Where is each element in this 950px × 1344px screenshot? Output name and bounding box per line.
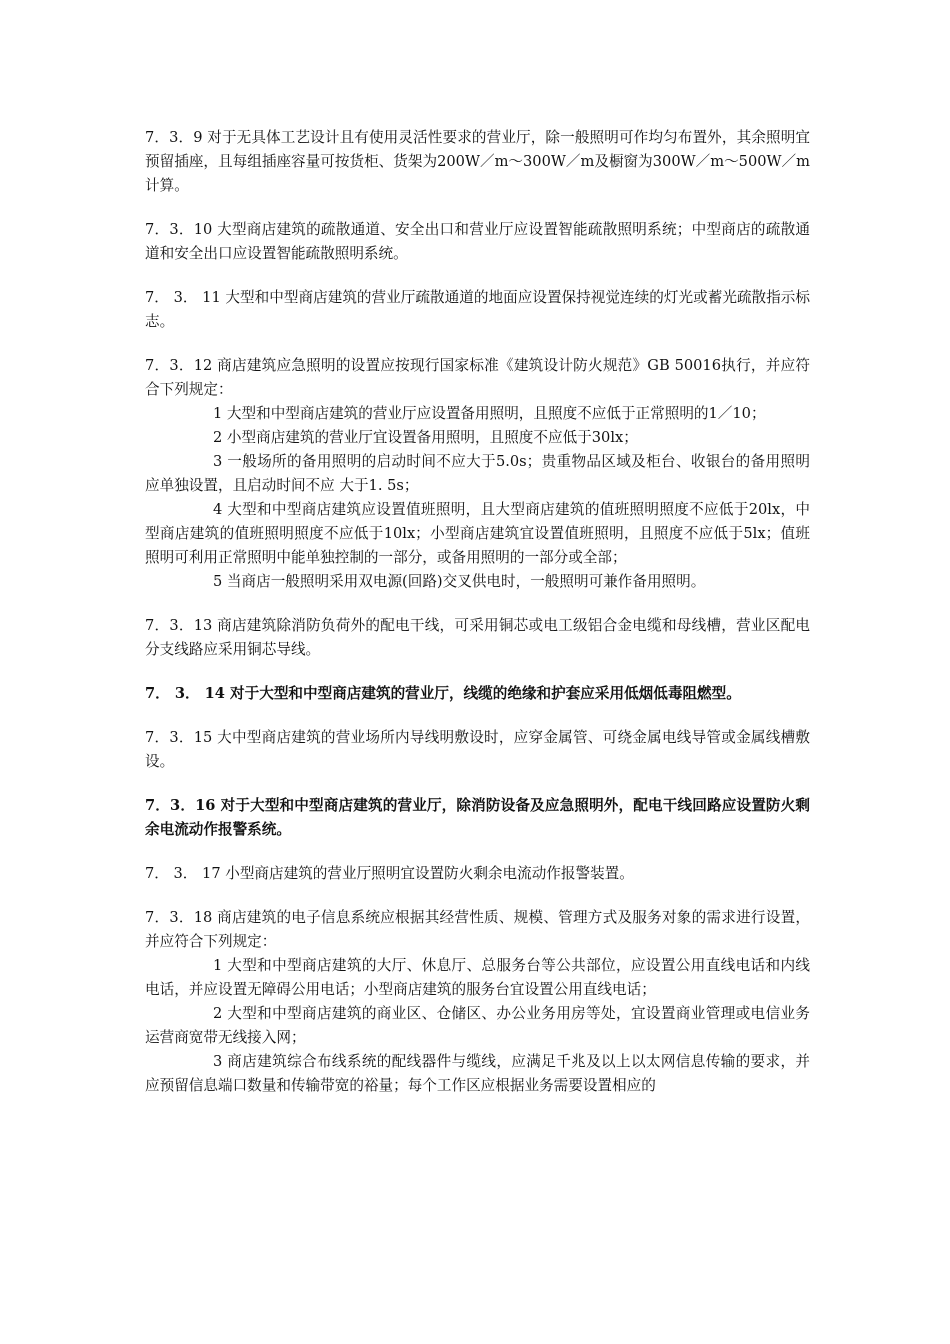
clause-text: 7．3．9 对于无具体工艺设计且有使用灵活性要求的营业厅，除一般照明可作均匀布置外，其余照明宜预留插座，且每组插座容量可按货柜、货架为200W／m～300W／m及橱窗为300W／m～500W／m计算。 bbox=[145, 129, 810, 194]
clause-7-3-18 bbox=[145, 906, 810, 1098]
clause-text: 7．3．13 商店建筑除消防负荷外的配电干线，可采用铜芯或电工级铝合金电缆和母线槽，营业区配电分支线路应采用铜芯导线。 bbox=[145, 617, 810, 658]
document-page bbox=[145, 126, 810, 1118]
clause-7-3-13 bbox=[145, 614, 810, 662]
clause-7-3-14 bbox=[145, 682, 810, 706]
clause-text: 7． 3． 14 对于大型和中型商店建筑的营业厅，线缆的绝缘和护套应采用低烟低毒阻燃型。 bbox=[145, 685, 741, 702]
list-item: 2 大型和中型商店建筑的商业区、仓储区、办公业务用房等处，宜设置商业管理或电信业务运营商宽带无线接入网； bbox=[145, 1005, 810, 1046]
clause-text: 7． 3． 17 小型商店建筑的营业厅照明宜设置防火剩余电流动作报警装置。 bbox=[145, 865, 634, 882]
clause-7-3-10 bbox=[145, 218, 810, 266]
list-item: 1 大型和中型商店建筑的大厅、休息厅、总服务台等公共部位，应设置公用直线电话和内线电话，并应设置无障碍公用电话；小型商店建筑的服务台宜设置公用直线电话； bbox=[145, 957, 810, 998]
clause-7-3-17 bbox=[145, 862, 810, 886]
list-item: 3 商店建筑综合布线系统的配线器件与缆线，应满足千兆及以上以太网信息传输的要求，并应预留信息端口数量和传输带宽的裕量；每个工作区应根据业务需要设置相应的 bbox=[145, 1053, 810, 1094]
clause-text: 7． 3． 11 大型和中型商店建筑的营业厅疏散通道的地面应设置保持视觉连续的灯光或蓄光疏散指示标志。 bbox=[145, 289, 810, 330]
list-item: 3 一般场所的备用照明的启动时间不应大于5.0s；贵重物品区域及柜台、收银台的备用照明应单独设置，且启动时间不应 大于1. 5s； bbox=[145, 453, 810, 494]
list-item: 2 小型商店建筑的营业厅宜设置备用照明，且照度不应低于30lx； bbox=[213, 429, 638, 446]
clause-7-3-9 bbox=[145, 126, 810, 198]
list-item: 4 大型和中型商店建筑应设置值班照明，且大型商店建筑的值班照明照度不应低于20lx，中型商店建筑的值班照明照度不应低于10lx；小型商店建筑宜设置值班照明，且照度不应低于5lx；值班照明可利用正常照明中能单独控制的一部分，或备用照明的一部分或全部； bbox=[145, 501, 810, 566]
clause-text: 7．3．16 对于大型和中型商店建筑的营业厅，除消防设备及应急照明外，配电干线回路应设置防火剩余电流动作报警系统。 bbox=[145, 797, 810, 838]
clause-7-3-16 bbox=[145, 794, 810, 842]
list-item: 5 当商店一般照明采用双电源(回路)交叉供电时，一般照明可兼作备用照明。 bbox=[213, 573, 706, 590]
list-item: 1 大型和中型商店建筑的营业厅应设置备用照明，且照度不应低于正常照明的1／10； bbox=[213, 405, 766, 422]
clause-7-3-11 bbox=[145, 286, 810, 334]
clause-7-3-15 bbox=[145, 726, 810, 774]
clause-7-3-12 bbox=[145, 354, 810, 594]
clause-text: 7．3．15 大中型商店建筑的营业场所内导线明敷设时，应穿金属管、可绕金属电线导管或金属线槽敷设。 bbox=[145, 729, 810, 770]
clause-text: 7．3．18 商店建筑的电子信息系统应根据其经营性质、规模、管理方式及服务对象的需求进行设置，并应符合下列规定： bbox=[145, 909, 810, 950]
clause-text: 7．3．12 商店建筑应急照明的设置应按现行国家标准《建筑设计防火规范》GB 50016执行，并应符合下列规定： bbox=[145, 357, 810, 398]
clause-text: 7．3．10 大型商店建筑的疏散通道、安全出口和营业厅应设置智能疏散照明系统；中型商店的疏散通道和安全出口应设置智能疏散照明系统。 bbox=[145, 221, 810, 262]
